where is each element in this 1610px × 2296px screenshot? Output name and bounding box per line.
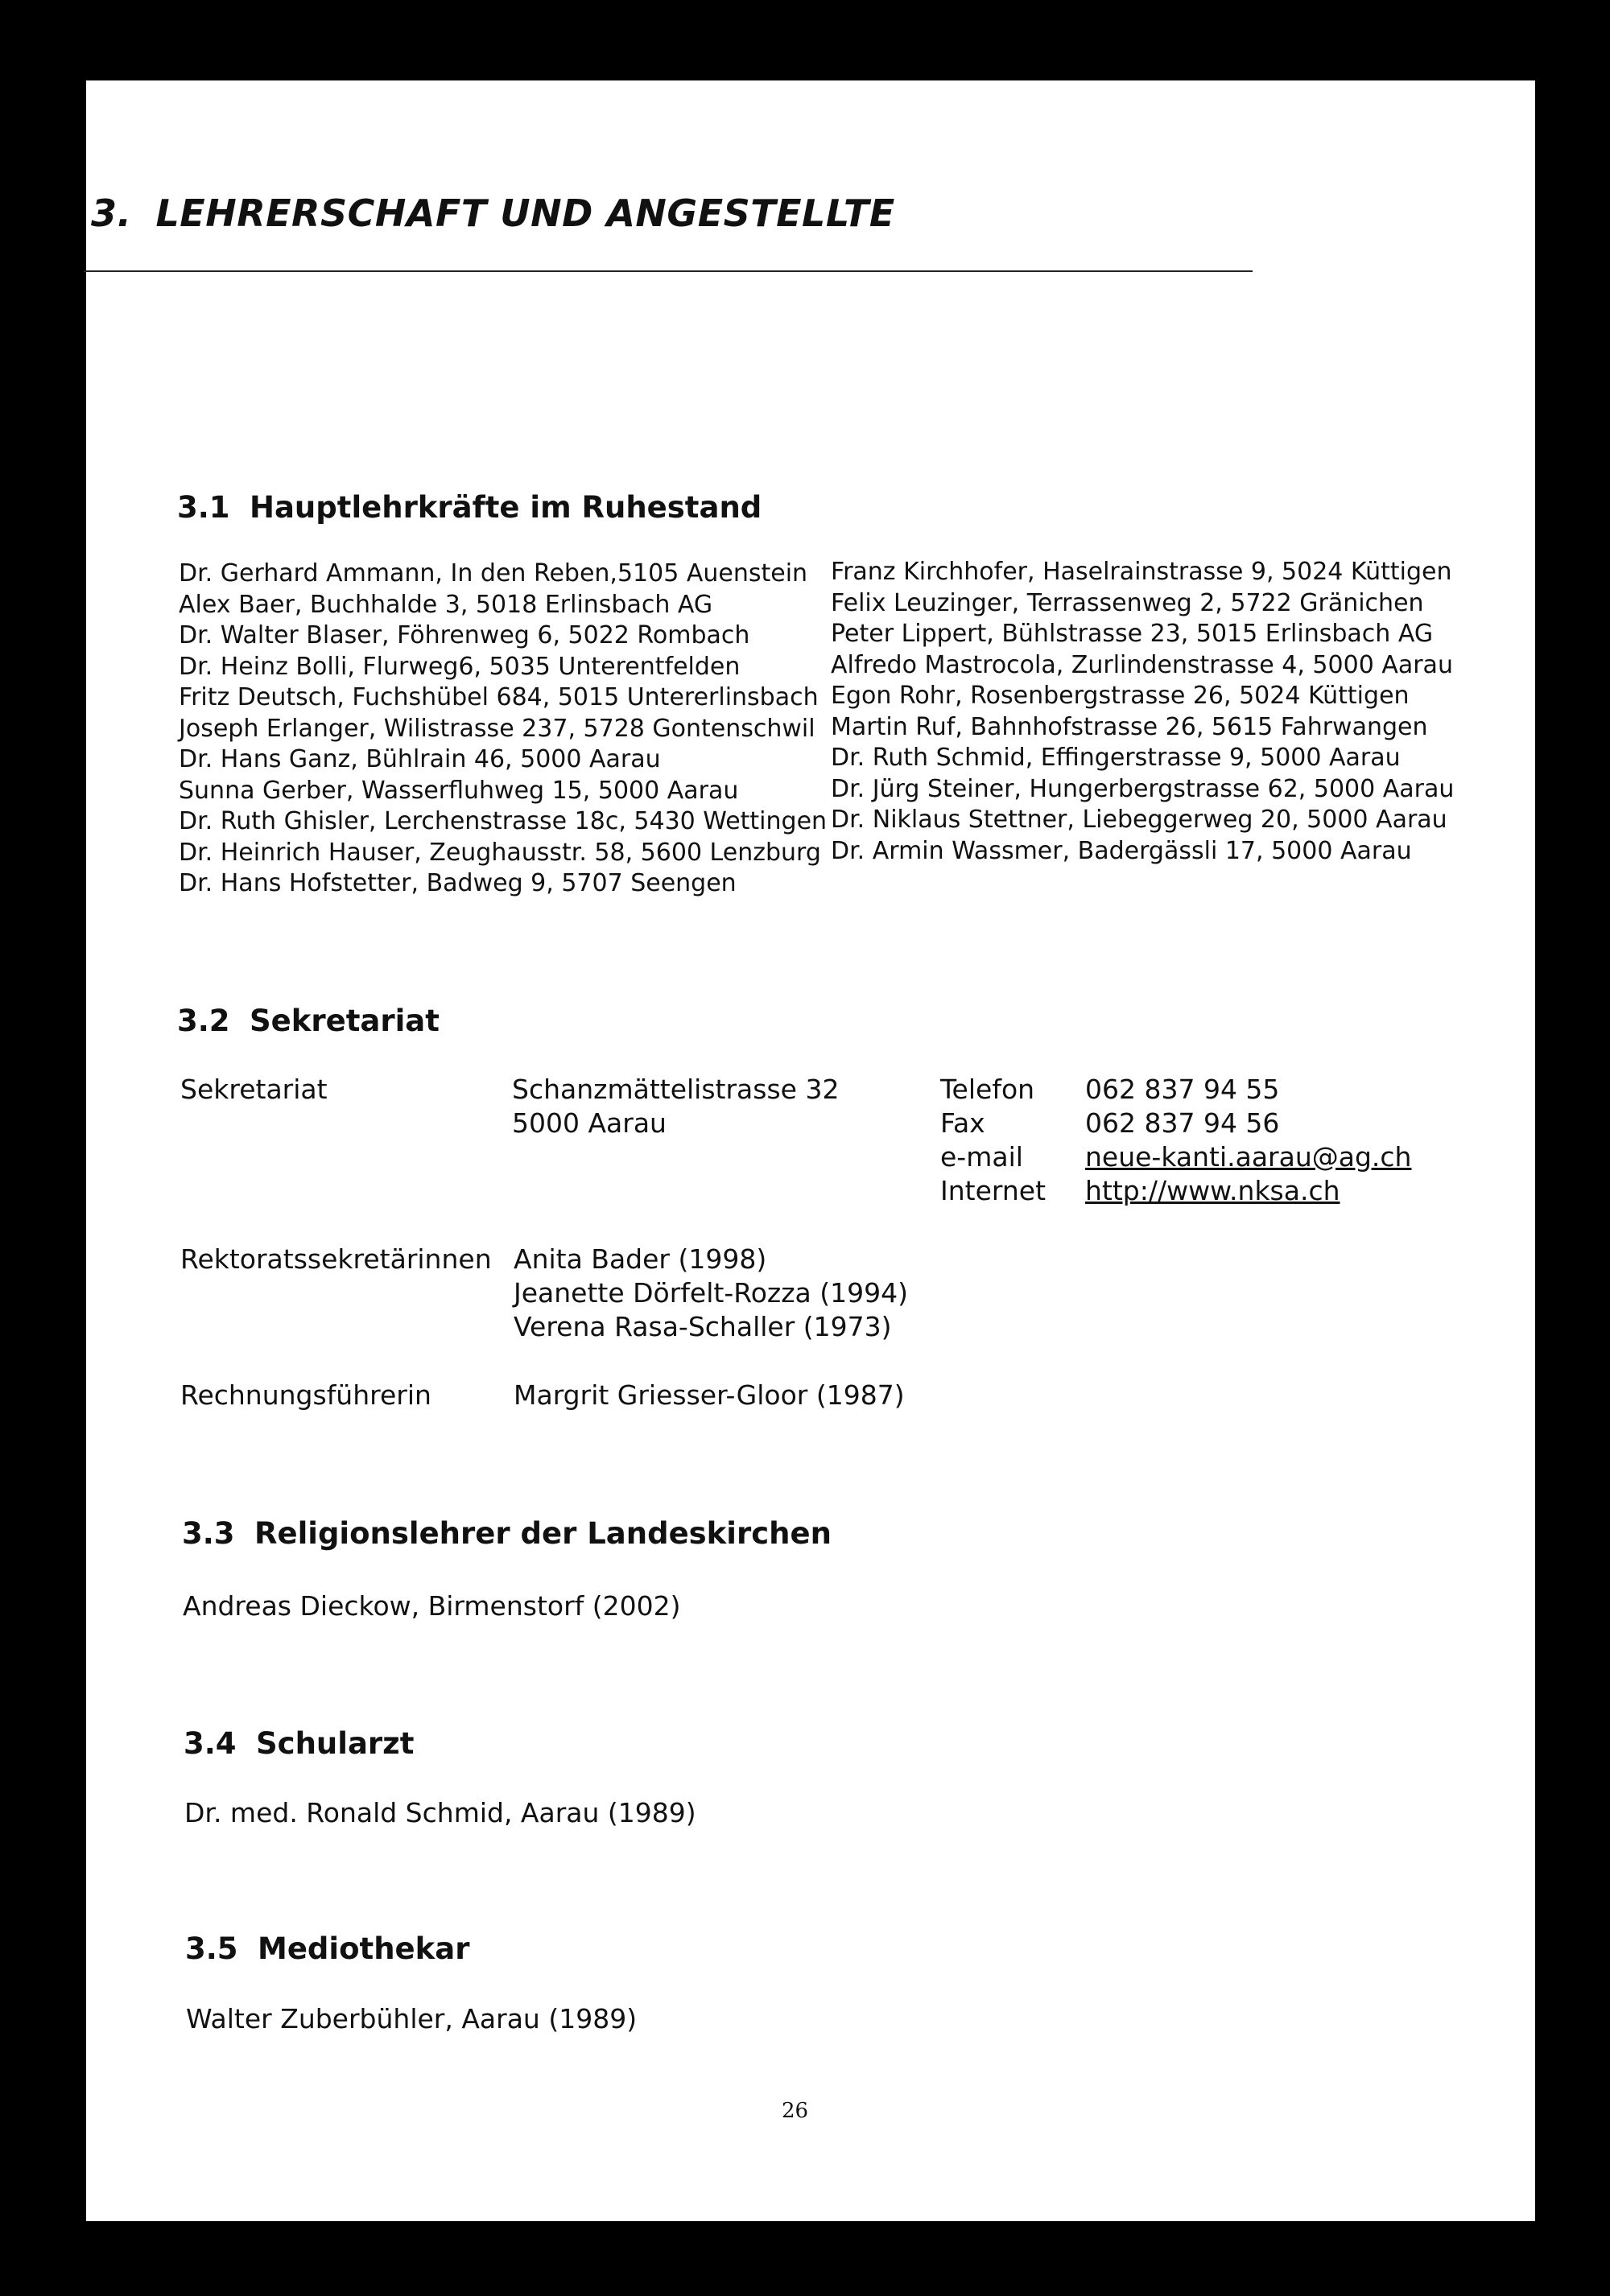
section-number: 3.1 xyxy=(177,490,230,525)
section-title: Mediothekar xyxy=(258,1931,470,1966)
section-3-1-heading xyxy=(177,490,762,525)
contact-labels xyxy=(940,1073,1046,1208)
email-link[interactable]: neue-kanti.aarau@ag.ch xyxy=(1085,1141,1412,1173)
list-item: Joseph Erlanger, Wilistrasse 237, 5728 Gontenschwil xyxy=(179,714,815,743)
list-item: Dr. Heinrich Hauser, Zeughausstr. 58, 5600 Lenzburg xyxy=(179,838,821,867)
secretariat-label: Sekretariat xyxy=(180,1074,328,1105)
fax-label: Fax xyxy=(940,1107,985,1139)
list-item: Peter Lippert, Bühlstrasse 23, 5015 Erlinsbach AG xyxy=(831,620,1434,648)
contact-values xyxy=(1085,1073,1411,1208)
list-item: Dr. Armin Wassmer, Badergässli 17, 5000 Aarau xyxy=(831,836,1412,865)
list-item: Fritz Deutsch, Fuchshübel 684, 5015 Untererlinsbach xyxy=(179,683,819,711)
list-item: Dr. Gerhard Ammann, In den Reben,5105 Auenstein xyxy=(179,559,808,587)
section-3-5-text: Walter Zuberbühler, Aarau (1989) xyxy=(186,2003,638,2034)
chapter-heading xyxy=(91,192,895,235)
list-item: Dr. Hans Hofstetter, Badweg 9, 5707 Seengen xyxy=(179,869,737,897)
list-item: Dr. Walter Blaser, Föhrenweg 6, 5022 Rombach xyxy=(179,621,750,649)
retired-teachers-right-column xyxy=(831,557,1454,867)
page-number: 26 xyxy=(782,2099,809,2123)
section-3-3-heading xyxy=(182,1516,832,1551)
list-item: Jeanette Dörfelt-Rozza (1994) xyxy=(514,1277,908,1309)
list-item: Franz Kirchhofer, Haselrainstrasse 9, 5024 Küttigen xyxy=(831,558,1452,586)
section-3-3-text: Andreas Dieckow, Birmenstorf (2002) xyxy=(183,1590,681,1622)
section-number: 3.2 xyxy=(177,1004,230,1038)
rektorat-label: Rektoratssekretärinnen xyxy=(180,1243,492,1275)
section-title: Hauptlehrkräfte im Ruhestand xyxy=(250,490,762,525)
retired-teachers-left-column xyxy=(179,559,827,900)
section-3-4-text: Dr. med. Ronald Schmid, Aarau (1989) xyxy=(184,1797,696,1828)
list-item: Sunna Gerber, Wasserfluhweg 15, 5000 Aarau xyxy=(179,776,739,805)
internet-label: Internet xyxy=(940,1175,1046,1206)
list-item: Verena Rasa-Schaller (1973) xyxy=(514,1311,892,1342)
secretariat-address xyxy=(512,1073,839,1140)
section-title: Schularzt xyxy=(256,1726,415,1761)
section-number: 3.4 xyxy=(184,1726,237,1761)
phone-value: 062 837 94 55 xyxy=(1085,1074,1280,1105)
section-number: 3.5 xyxy=(185,1931,238,1966)
list-item: Alex Baer, Buchhalde 3, 5018 Erlinsbach AG xyxy=(179,590,713,619)
website-link[interactable]: http://www.nksa.ch xyxy=(1085,1175,1340,1206)
accountant-label: Rechnungsführerin xyxy=(180,1379,431,1411)
list-item: Dr. Ruth Ghisler, Lerchenstrasse 18c, 5430 Wettingen xyxy=(179,807,828,835)
section-3-4-heading xyxy=(184,1726,414,1761)
list-item: Dr. Jürg Steiner, Hungerbergstrasse 62, 5000 Aarau xyxy=(831,774,1455,803)
email-label: e-mail xyxy=(940,1141,1023,1173)
fax-value: 062 837 94 56 xyxy=(1085,1107,1280,1139)
phone-label: Telefon xyxy=(940,1074,1035,1105)
section-title: Religionslehrer der Landeskirchen xyxy=(254,1516,832,1551)
chapter-number: 3. xyxy=(91,192,132,235)
list-item: Dr. Ruth Schmid, Effingerstrasse 9, 5000 Aarau xyxy=(831,744,1401,772)
address-street: Schanzmättelistrasse 32 xyxy=(512,1074,840,1105)
list-item: Felix Leuzinger, Terrassenweg 2, 5722 Gränichen xyxy=(831,588,1424,617)
chapter-title: LEHRERSCHAFT UND ANGESTELLTE xyxy=(155,192,895,235)
section-number: 3.3 xyxy=(182,1516,235,1551)
section-3-5-heading xyxy=(185,1931,469,1966)
chapter-divider xyxy=(84,270,1253,272)
list-item: Dr. Heinz Bolli, Flurweg6, 5035 Unterentfelden xyxy=(179,652,741,681)
rektorat-names xyxy=(514,1243,908,1344)
list-item: Anita Bader (1998) xyxy=(514,1243,767,1275)
section-3-2-heading xyxy=(177,1004,440,1038)
list-item: Alfredo Mastrocola, Zurlindenstrasse 4, 5000 Aarau xyxy=(831,650,1453,679)
section-title: Sekretariat xyxy=(250,1004,440,1038)
list-item: Dr. Hans Ganz, Bühlrain 46, 5000 Aarau xyxy=(179,745,661,773)
list-item: Egon Rohr, Rosenbergstrasse 26, 5024 Küttigen xyxy=(831,682,1410,710)
list-item: Martin Ruf, Bahnhofstrasse 26, 5615 Fahrwangen xyxy=(831,712,1428,741)
address-city: 5000 Aarau xyxy=(512,1107,667,1139)
accountant-name: Margrit Griesser-Gloor (1987) xyxy=(514,1379,905,1411)
list-item: Dr. Niklaus Stettner, Liebeggerweg 20, 5000 Aarau xyxy=(831,806,1447,834)
